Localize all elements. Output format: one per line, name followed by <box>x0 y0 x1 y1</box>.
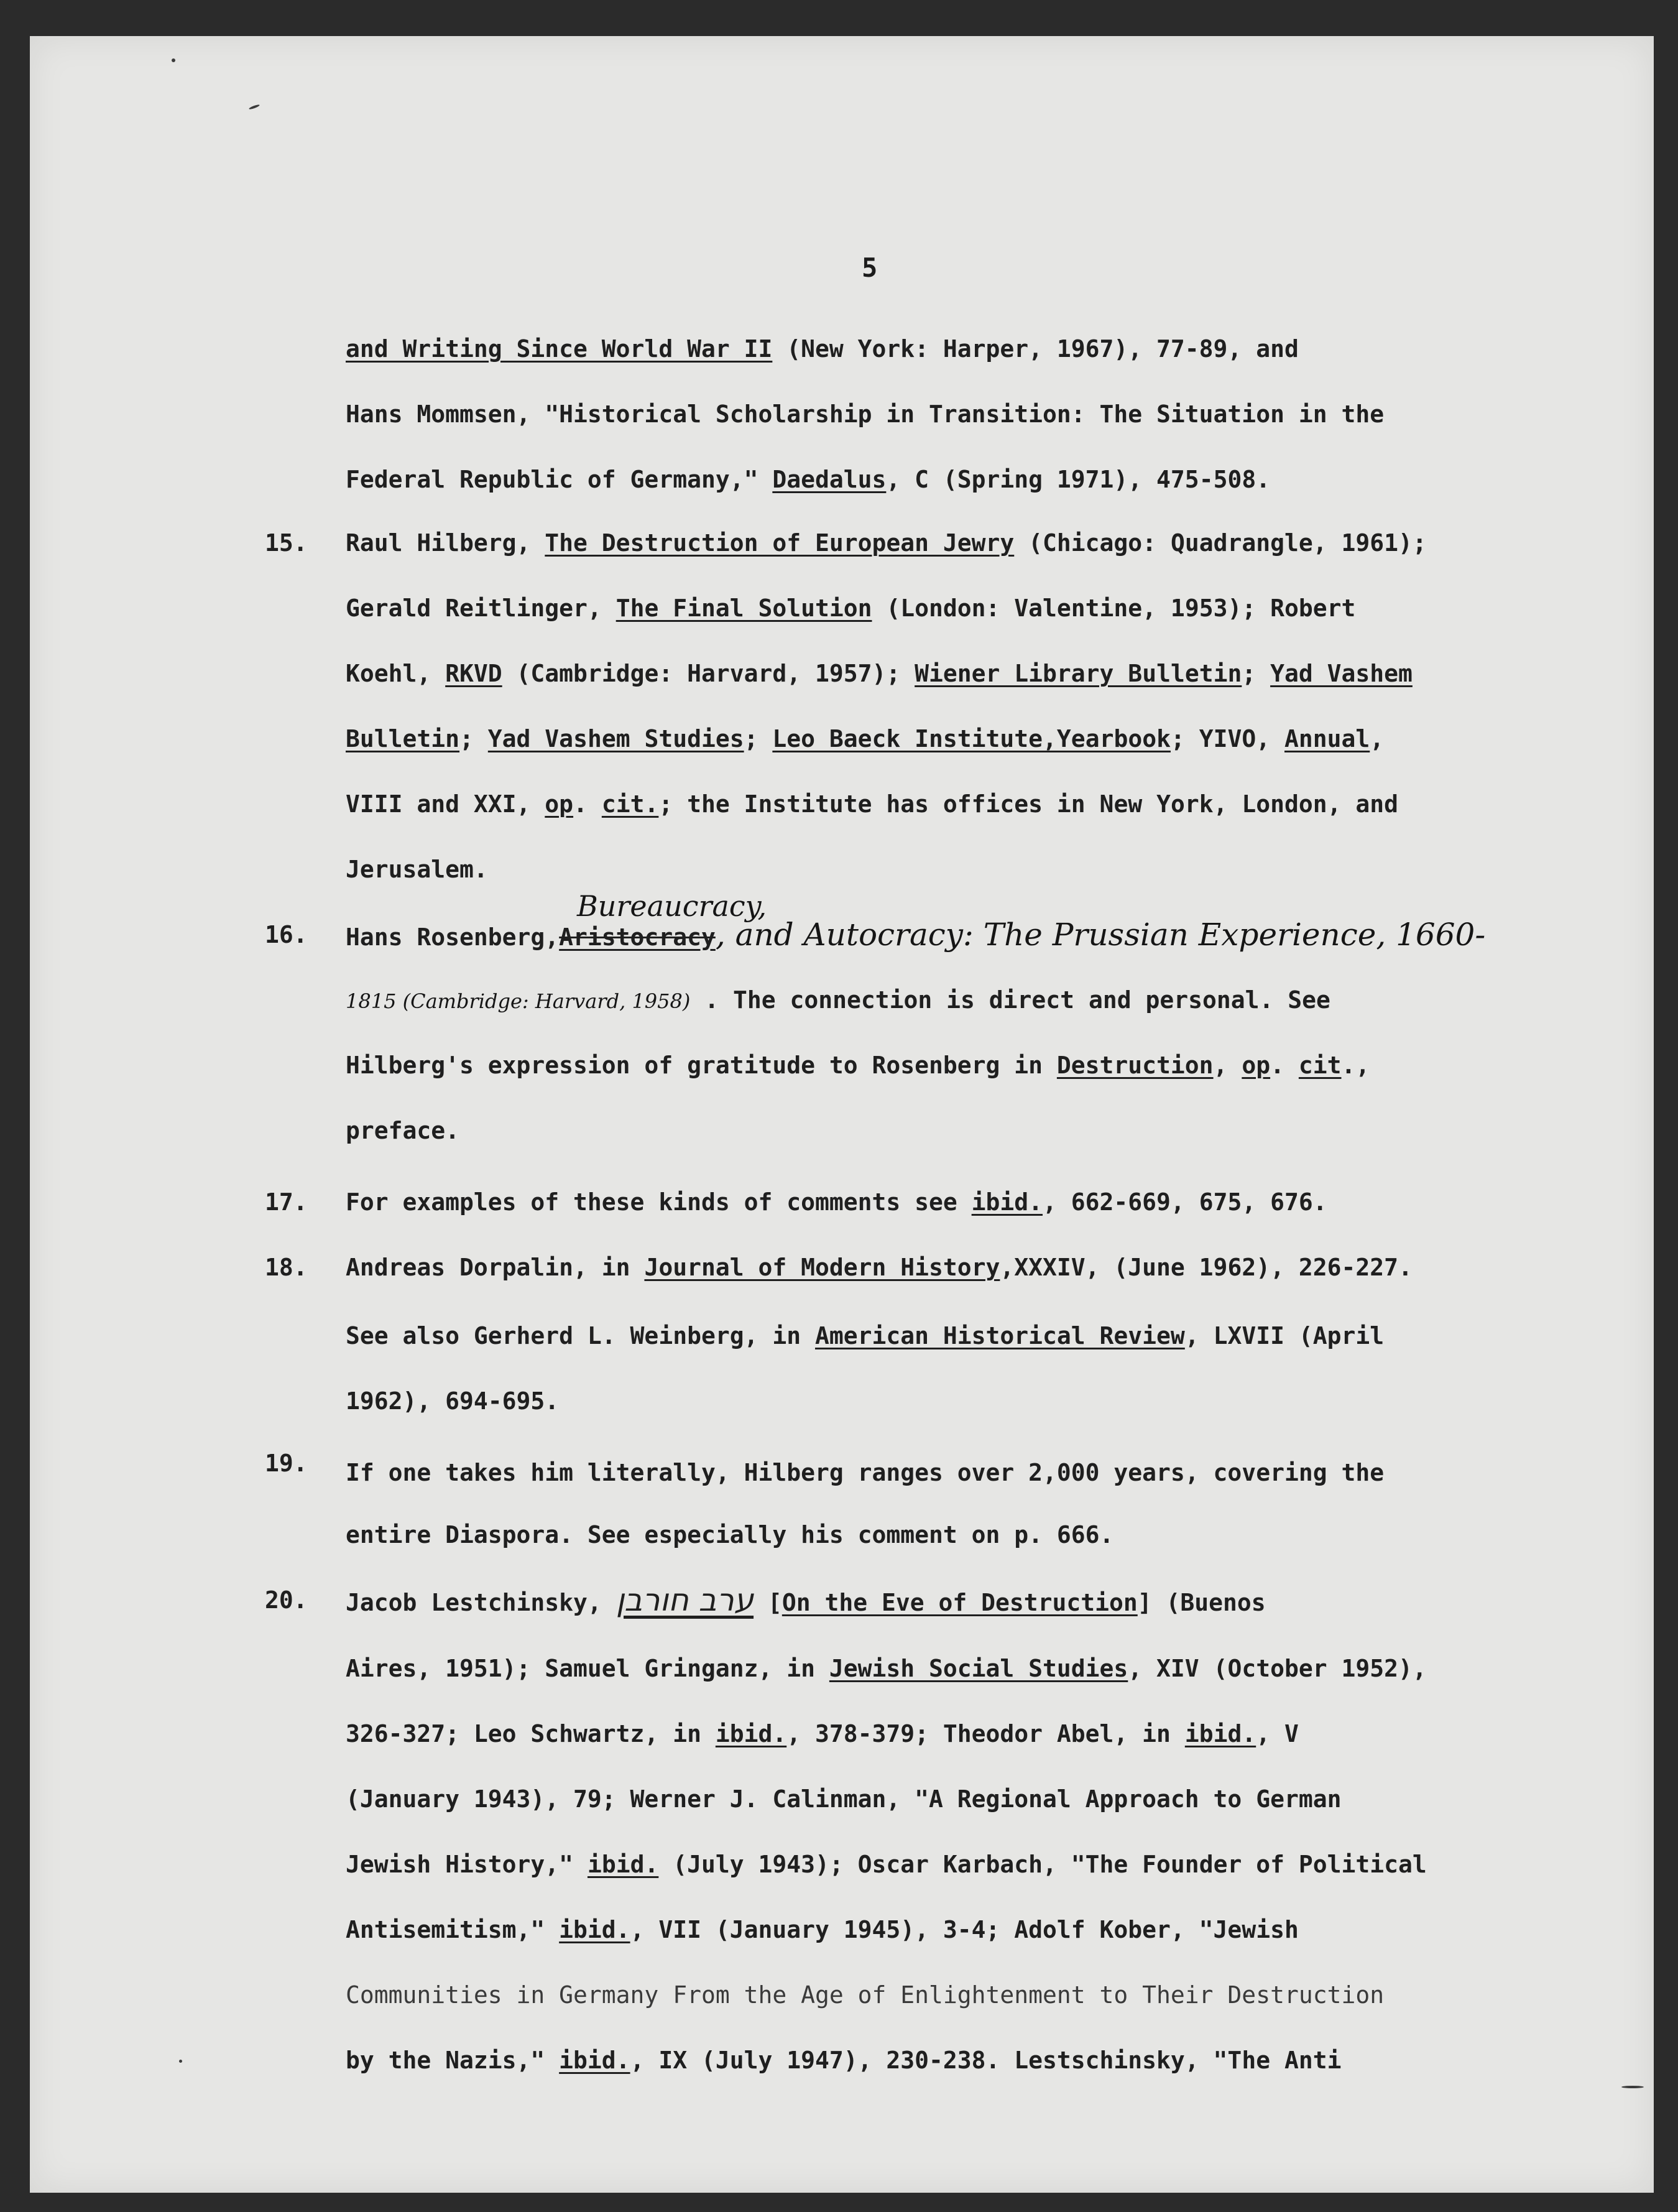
journal-title: Yad Vashem Studies <box>487 725 744 752</box>
footnote-15-line-2: Gerald Reitlinger, The Final Solution (London: Valentine, 1953); Robert <box>346 595 1356 622</box>
struck-word: Aristocracy <box>559 923 716 951</box>
page-number: 5 <box>862 252 878 283</box>
footnote-20-line-5: Jewish History," ibid. (July 1943); Oscar Karbach, "The Founder of Political <box>346 1851 1427 1878</box>
journal-title: Journal of Modern History <box>644 1254 1000 1281</box>
footnote-19-line-1: If one takes him literally, Hilberg ranges over 2,000 years, covering the <box>346 1459 1385 1486</box>
footnote-20-line-8: by the Nazis," ibid., IX (July 1947), 230-238. Lestschinsky, "The Anti <box>346 2047 1342 2074</box>
journal-title: Leo Baeck Institute,Yearbook <box>772 725 1171 752</box>
footnote-18-line-2: See also Gerherd L. Weinberg, in American Historical Review, LXVII (April <box>346 1322 1385 1349</box>
scan-speck <box>179 2060 182 2063</box>
journal-title: Daedalus <box>772 466 887 493</box>
journal-title: Jewish Social Studies <box>829 1655 1128 1682</box>
footnote-20-line-4: (January 1943), 79; Werner J. Calinman, "A Regional Approach to German <box>346 1785 1342 1813</box>
handwritten-text: , and Autocracy: The Prussian Experience, 1660- <box>715 917 1486 953</box>
journal-title: Bulletin <box>346 725 460 752</box>
book-title: The Final Solution <box>615 595 872 622</box>
journal-title: Annual <box>1284 725 1370 752</box>
footnote-number-15: 15. <box>265 529 308 557</box>
footnote-20-line-6: Antisemitism," ibid., VII (January 1945), 3-4; Adolf Kober, "Jewish <box>346 1916 1299 1943</box>
book-title: The Destruction of European Jewry <box>545 529 1015 557</box>
journal-title: Yad Vashem <box>1270 660 1413 687</box>
handwritten-text: 1815 (Cambridge: Harvard, 1958) <box>346 989 691 1013</box>
scan-speck <box>1621 2086 1644 2088</box>
footnote-15-line-6: Jerusalem. <box>346 856 488 883</box>
book-title: Destruction <box>1056 1052 1214 1079</box>
footnote-17-line-1: For examples of these kinds of comments see ibid., 662-669, 675, 676. <box>346 1188 1327 1216</box>
footnote-number-16: 16. <box>265 921 308 948</box>
footnote-20-line-1: Jacob Lestchinsky, ערב חורבן [On the Eve of Destruction] (Buenos <box>346 1582 1266 1618</box>
footnote-15-line-5: VIII and XXI, op. cit.; the Institute has offices in New York, London, and <box>346 790 1398 818</box>
footnote-18-line-3: 1962), 694-695. <box>346 1387 560 1415</box>
scan-speck <box>249 104 260 110</box>
book-title: and Writing Since World War II <box>346 335 773 363</box>
footnote-18-line-1: Andreas Dorpalin, in Journal of Modern History,XXXIV, (June 1962), 226-227. <box>346 1254 1413 1281</box>
footnote-16-line-2: 1815 (Cambridge: Harvard, 1958) . The connection is direct and personal. See <box>346 986 1330 1014</box>
footnote-15-line-4: Bulletin; Yad Vashem Studies; Leo Baeck Institute,Yearbook; YIVO, Annual, <box>346 725 1385 752</box>
continuation-line-3: Federal Republic of Germany," Daedalus, C (Spring 1971), 475-508. <box>346 466 1271 493</box>
footnote-19-line-2: entire Diaspora. See especially his comment on p. 666. <box>346 1521 1114 1548</box>
footnote-15-line-1: Raul Hilberg, The Destruction of European Jewry (Chicago: Quadrangle, 1961); <box>346 529 1427 557</box>
footnote-20-line-3: 326-327; Leo Schwartz, in ibid., 378-379; Theodor Abel, in ibid., V <box>346 1720 1299 1747</box>
scan-speck <box>172 58 175 62</box>
handwritten-insertion: Bureaucracy, <box>577 889 767 923</box>
document-page <box>30 36 1654 2193</box>
footnote-16-line-4: preface. <box>346 1117 460 1144</box>
footnote-16-line-3: Hilberg's expression of gratitude to Rosenberg in Destruction, op. cit., <box>346 1052 1370 1079</box>
book-title: RKVD <box>445 660 502 687</box>
journal-title: Wiener Library Bulletin <box>915 660 1242 687</box>
journal-title: American Historical Review <box>814 1322 1185 1349</box>
footnote-20-line-2: Aires, 1951); Samuel Gringanz, in Jewish Social Studies, XIV (October 1952), <box>346 1655 1427 1682</box>
continuation-line-2: Hans Mommsen, "Historical Scholarship in Transition: The Situation in the <box>346 400 1385 428</box>
footnote-15-line-3: Koehl, RKVD (Cambridge: Harvard, 1957); Wiener Library Bulletin; Yad Vashem <box>346 660 1413 687</box>
continuation-line-1: and Writing Since World War II (New York: Harper, 1967), 77-89, and <box>346 335 1299 363</box>
footnote-number-19: 19. <box>265 1450 308 1477</box>
footnote-16-line-1: Hans Rosenberg,Aristocracy, and Autocracy: The Prussian Experience, 1660- <box>346 917 1486 953</box>
handwritten-hebrew-title: ערב חורבן <box>615 1582 754 1618</box>
footnote-number-17: 17. <box>265 1188 308 1216</box>
book-title: On the Eve of Destruction <box>781 1589 1138 1616</box>
footnote-number-20: 20. <box>265 1586 308 1614</box>
footnote-20-line-7: Communities in Germany From the Age of Enlightenment to Their Destruction <box>346 1981 1385 2009</box>
footnote-number-18: 18. <box>265 1254 308 1281</box>
